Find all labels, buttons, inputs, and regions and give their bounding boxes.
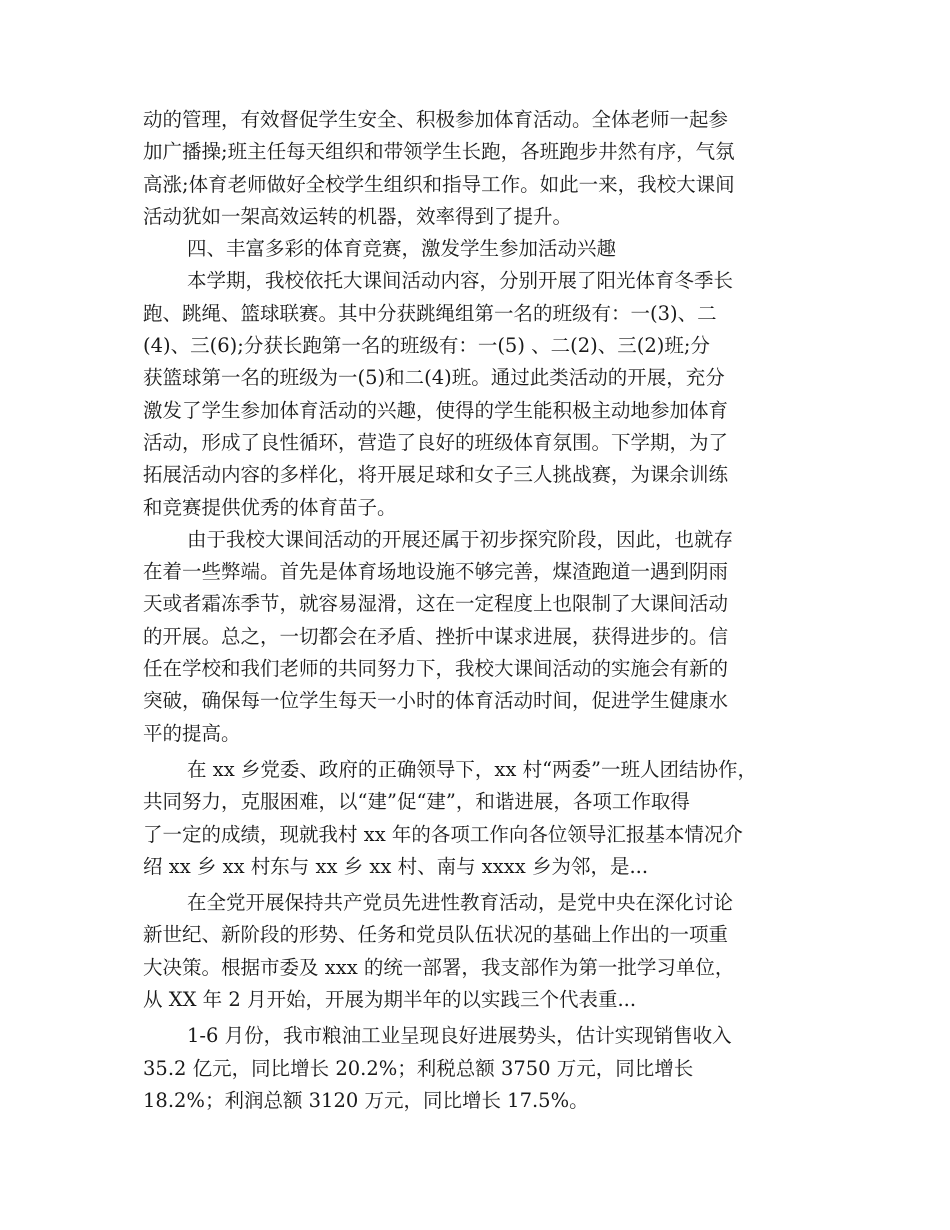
text-line: 从 XX 年 2 月开始，开展为期半年的以实践三个代表重... <box>143 988 637 1012</box>
text-line: 新世纪、新阶段的形势、任务和党员队伍状况的基础上作出的一项重 <box>143 923 729 947</box>
text-line: 在全党开展保持共产党员先进性教育活动，是党中央在深化讨论 <box>187 891 734 915</box>
section-heading: 四、丰富多彩的体育竞赛，激发学生参加活动兴趣 <box>187 237 617 261</box>
text-line: 高涨;体育老师做好全校学生组织和指导工作。如此一来，我校大课间 <box>143 172 735 196</box>
text-line: 在着一些弊端。首先是体育场地设施不够完善，煤渣跑道一遇到阴雨 <box>143 560 729 584</box>
text-line: 18.2%；利润总额 3120 万元，同比增长 17.5%。 <box>143 1088 589 1112</box>
text-line: 天或者霜冻季节，就容易湿滑，这在一定程度上也限制了大课间活动 <box>143 592 729 616</box>
text-line: 加广播操;班主任每天组织和带领学生长跑，各班跑步井然有序，气氛 <box>143 140 735 164</box>
text-line: 大决策。根据市委及 xxx 的统一部署，我支部作为第一批学习单位， <box>143 955 735 979</box>
text-line: 激发了学生参加体育活动的兴趣，使得的学生能积极主动地参加体育 <box>143 398 729 422</box>
text-line: 跑、跳绳、篮球联赛。其中分获跳绳组第一名的班级有：一(3)、二 <box>143 301 717 325</box>
text-line: 突破，确保每一位学生每天一小时的体育活动时间，促进学生健康水 <box>143 689 729 713</box>
text-line: (4)、三(6);分获长跑第一名的班级有：一(5) 、二(2)、三(2)班;分 <box>143 334 710 358</box>
text-line: 活动犹如一架高效运转的机器，效率得到了提升。 <box>143 204 573 228</box>
text-line: 共同努力，克服困难，以“建”促“建”，和谐进展，各项工作取得 <box>143 790 690 814</box>
text-line: 拓展活动内容的多样化，将开展足球和女子三人挑战赛，为课余训练 <box>143 463 729 487</box>
text-line: 的开展。总之，一切都会在矛盾、挫折中谋求进展，获得进步的。信 <box>143 624 729 648</box>
text-line: 1-6 月份，我市粮油工业呈现良好进展势头，估计实现销售收入 <box>187 1024 732 1048</box>
text-line: 在 xx 乡党委、政府的正确领导下，xx 村“两委”一班人团结协作， <box>187 757 758 781</box>
text-line: 获篮球第一名的班级为一(5)和二(4)班。通过此类活动的开展，充分 <box>143 366 725 390</box>
document-body <box>143 104 823 1117</box>
text-line: 任在学校和我们老师的共同努力下，我校大课间活动的实施会有新的 <box>143 657 729 681</box>
text-line: 动的管理，有效督促学生安全、积极参加体育活动。全体老师一起参 <box>143 108 729 131</box>
text-line: 平的提高。 <box>143 721 241 745</box>
text-line: 本学期，我校依托大课间活动内容，分别开展了阳光体育冬季长 <box>187 269 734 293</box>
text-line: 活动，形成了良性循环，营造了良好的班级体育氛围。下学期，为了 <box>143 430 729 454</box>
text-line: 由于我校大课间活动的开展还属于初步探究阶段，因此，也就存 <box>187 527 734 551</box>
text-line: 了一定的成绩，现就我村 xx 年的各项工作向各位领导汇报基本情况介 <box>143 822 743 846</box>
text-line: 35.2 亿元，同比增长 20.2%；利税总额 3750 万元，同比增长 <box>143 1056 694 1080</box>
text-line: 和竞赛提供优秀的体育苗子。 <box>143 495 397 519</box>
text-line: 绍 xx 乡 xx 村东与 xx 乡 xx 村、南与 xxxx 乡为邻，是... <box>143 854 649 878</box>
